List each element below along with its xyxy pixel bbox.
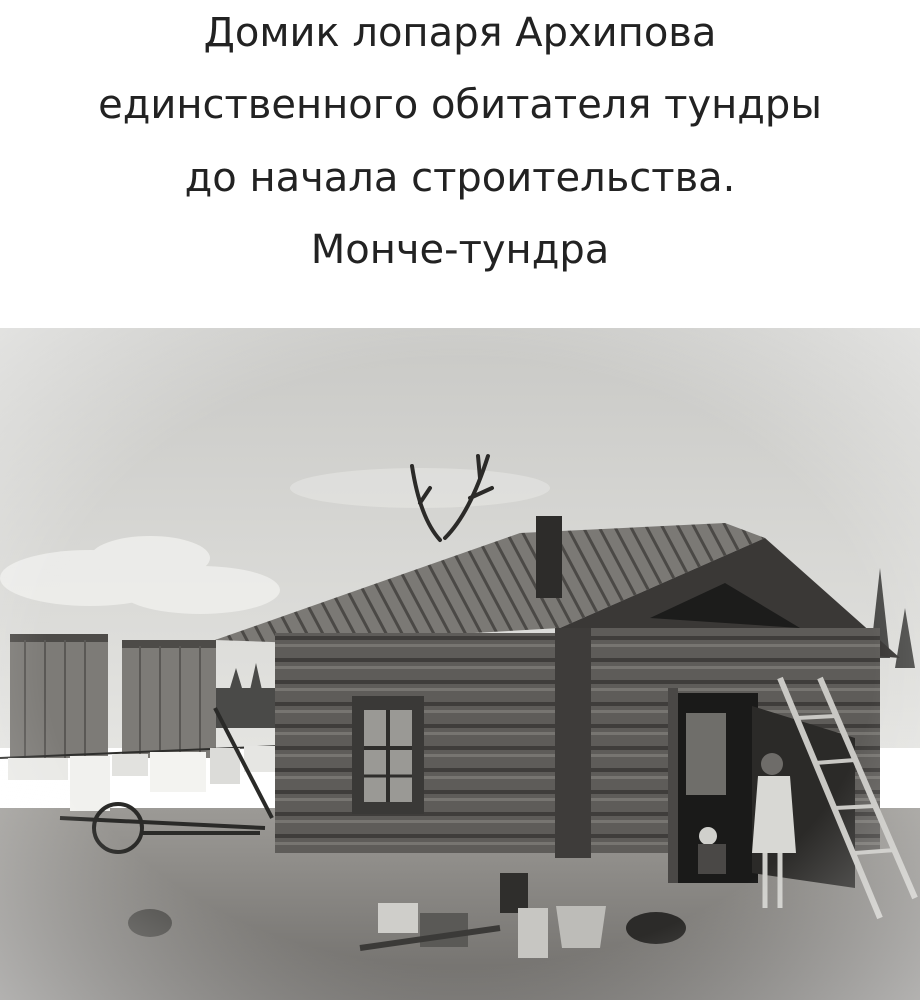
caption-line-3: до начала строительства. [184, 155, 736, 201]
caption-line-1: Домик лопаря Архипова [203, 10, 717, 56]
caption-line-4: Монче-тундра [310, 227, 610, 273]
caption-line-2: единственного обитателя тундры [98, 82, 822, 128]
caption [0, 0, 920, 320]
archival-photo [0, 328, 920, 1000]
